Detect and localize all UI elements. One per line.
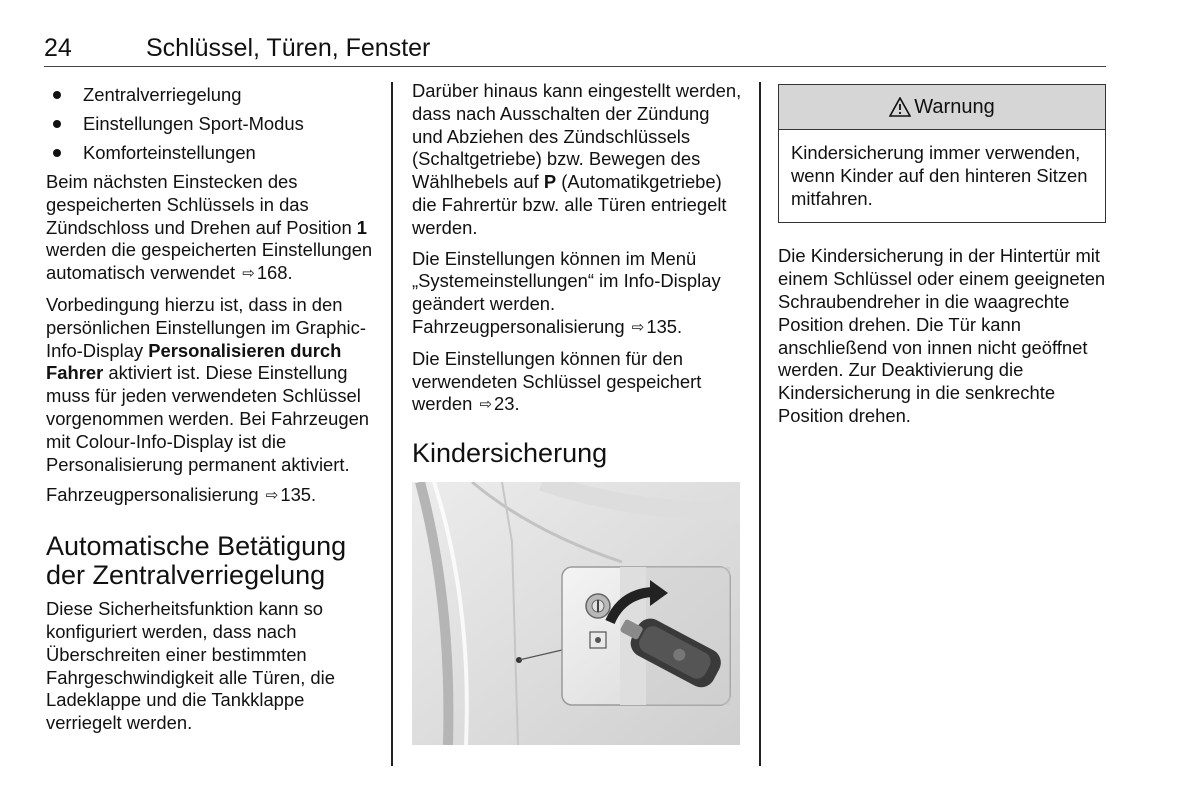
child-lock-illustration bbox=[412, 482, 740, 745]
column-1 bbox=[46, 80, 380, 743]
column-divider-2 bbox=[759, 82, 761, 766]
chapter-title: Schlüssel, Türen, Fenster bbox=[146, 34, 431, 62]
paragraph-personalization-ref: Fahrzeugpersonalisierung ⇨ 135. bbox=[46, 484, 380, 508]
settings-list bbox=[46, 80, 380, 167]
warning-title: Warnung bbox=[914, 95, 995, 118]
warning-box bbox=[778, 84, 1106, 223]
warning-triangle-icon bbox=[889, 97, 911, 117]
section-heading-auto-lock: Automatische Betätigung der Zentralverriegelung bbox=[46, 531, 347, 591]
page-reference-link[interactable]: 168. bbox=[256, 262, 293, 284]
arrow-reference-icon: ⇨ bbox=[631, 318, 645, 336]
paragraph-auto-lock: Diese Sicherheitsfunktion kann so konfiguriert werden, dass nach Überschreiten einer bestimmten Fahrgeschwindigkeit alle Türen, die Ladeklappe und die Tankklappe verriegelt werden. bbox=[46, 598, 335, 734]
page-reference-link[interactable]: 23. bbox=[494, 393, 520, 415]
arrow-reference-icon: ⇨ bbox=[265, 487, 279, 505]
bullet-icon bbox=[53, 120, 61, 128]
paragraph-unlock-setting: Darüber hinaus kann eingestellt werden, dass nach Ausschalten der Zündung und Abziehen des Zündschlüssels (Schaltgetriebe) bzw. Bewegen des Wählhebels auf P (Automatikgetriebe) die Fahrertür bzw. alle Türen entriegelt werden. bbox=[412, 80, 742, 238]
bullet-icon bbox=[53, 91, 61, 99]
section-heading-child-lock: Kindersicherung bbox=[412, 438, 608, 469]
warning-text: Kindersicherung immer verwenden, wenn Kinder auf den hinteren Sitzen mitfahren. bbox=[791, 142, 1088, 209]
paragraph-prerequisite: Vorbedingung hierzu ist, dass in den persönlichen Einstellungen im Graphic-Info-Display Personalisieren durch Fahrer aktiviert ist. Diese Einstellung muss für jeden verwendeten Schlüssel vorgenommen werden. Bei Fahrzeugen mit Colour-Info-Display ist die Personalisierung permanent aktiviert. bbox=[46, 293, 370, 475]
list-item: Komforteinstellungen bbox=[46, 138, 380, 167]
column-3 bbox=[778, 80, 1108, 436]
list-item: Zentralverriegelung bbox=[46, 80, 380, 109]
column-2 bbox=[412, 80, 742, 745]
page-number: 24 bbox=[44, 34, 72, 62]
paragraph-child-lock-instructions: Die Kindersicherung in der Hintertür mit einem Schlüssel oder einem geeigneten Schraubendreher in die waagrechte Position drehen. Die Tür kann anschließend von innen nicht geöffnet werden. Zur Deaktivierung die Kindersicherung in die senkrechte Position drehen. bbox=[778, 245, 1106, 426]
arrow-reference-icon: ⇨ bbox=[479, 396, 493, 414]
page-reference-link[interactable]: 135. bbox=[280, 484, 317, 506]
paragraph-key-storage: Die Einstellungen können für den verwendeten Schlüssel gespeichert werden ⇨ 23. bbox=[412, 348, 742, 417]
page-header bbox=[44, 32, 1106, 67]
paragraph-menu-settings: Die Einstellungen können im Menü „Systemeinstellungen“ im Info-Display geändert werden. Fahrzeugpersonalisierung ⇨ 135. bbox=[412, 248, 742, 340]
paragraph-stored-settings: Beim nächsten Einstecken des gespeicherten Schlüssels in das Zündschloss und Drehen auf Position 1 werden die gespeicherten Einstellungen automatisch verwendet ⇨ 168. bbox=[46, 171, 380, 286]
list-item: Einstellungen Sport-Modus bbox=[46, 109, 380, 138]
door-key-illustration bbox=[412, 482, 740, 745]
warning-header bbox=[779, 85, 1105, 130]
page-reference-link[interactable]: 135. bbox=[646, 315, 683, 337]
column-divider-1 bbox=[391, 82, 393, 766]
arrow-reference-icon: ⇨ bbox=[242, 265, 255, 283]
bullet-icon bbox=[53, 149, 61, 157]
